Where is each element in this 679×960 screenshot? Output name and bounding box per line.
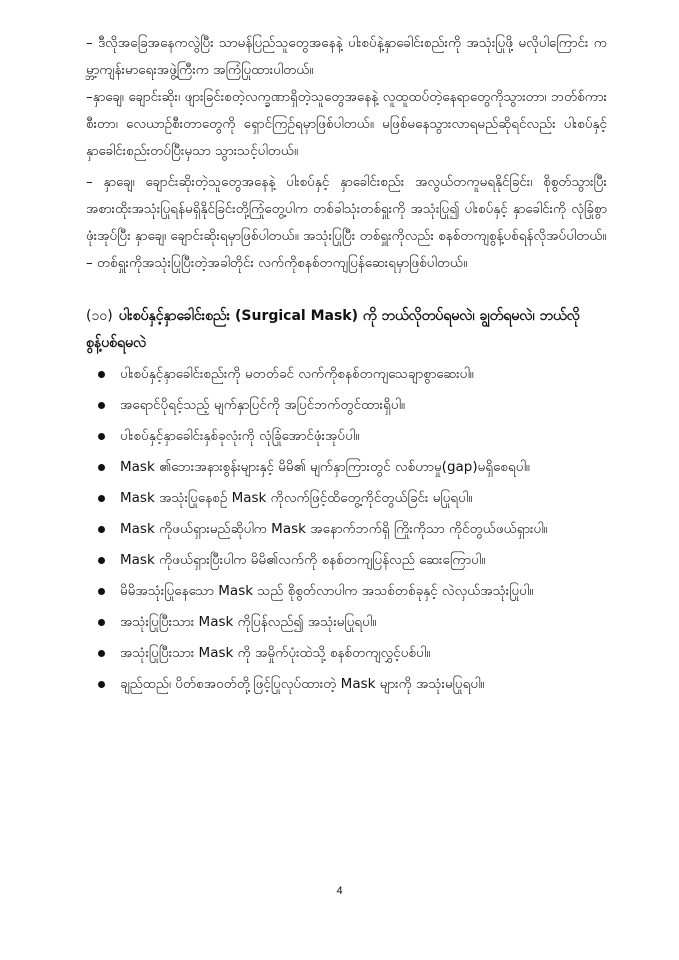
bullet-dot-icon <box>98 495 105 502</box>
bullet-dot-icon <box>98 650 105 657</box>
bullet-dot-icon <box>98 526 105 533</box>
list-item-text: အရောင်ပိုရင့်သည့် မျက်နှာပြင်ကို အပြင်ဘက်တွင်ထားရှိပါ။ <box>120 397 405 413</box>
paragraph-tissue-use: – နှာချေ၊ ချောင်းဆိုးတဲ့သူတွေအနေနဲ့ ပါးစပ်နှင့် နှာခေါင်းစည်း အလွယ်တကူမရနိုင်ခြင်း၊ စိုစွတ်သွားပြီး အစားထိုးအသုံးပြုရန်မရှိနိုင်ခြင်းတို့ကြုံတွေ့ပါက တစ်ခါသုံးတစ်ရှူးကို အသုံးပြု၍ ပါးစပ်နှင့် နှာခေါင်းကို လုံခြုံစွာဖုံးအုပ်ပြီး နှာချေ၊ ချောင်းဆိုးရမှာဖြစ်ပါတယ်။ အသုံးပြုပြီး တစ်ရှူးကိုလည်း စနစ်တကျစွန့်ပစ်ရန်လိုအပ်ပါတယ်။ <box>86 174 607 244</box>
paragraph-wash-hands: – တစ်ရှူးကိုအသုံးပြုပြီးတဲ့အခါတိုင်း လက်ကိုစနစ်တကျပြန်ဆေးရမှာဖြစ်ပါတယ်။ <box>86 255 468 271</box>
paragraph-who-advice: – ဒီလိုအခြေအနေကလွဲပြီး သာမန်ပြည်သူတွေအနေနဲ့ ပါးစပ်နဲ့နှာခေါင်းစည်းကို အသုံးပြုဖို့ မလိုပါကြောင်း ကမ္ဘာ့ကျန်းမာရေးအဖွဲ့ကြီးက အကြံပြုထားပါတယ်။ <box>86 35 607 78</box>
bullet-dot-icon <box>98 681 105 688</box>
list-item-text: ချည်ထည်၊ ပိတ်စအဝတ်တို့ဖြင့်ပြုလုပ်ထားတဲ့ Mask များကို အသုံးမပြုရပါ။ <box>120 676 485 692</box>
list-item <box>86 578 607 605</box>
list-item <box>86 547 607 574</box>
bullet-dot-icon <box>98 371 105 378</box>
bullet-dot-icon <box>98 619 105 626</box>
list-item <box>86 516 607 543</box>
bullet-dot-icon <box>98 588 105 595</box>
list-item-text: အသုံးပြုပြီးသား Mask ကိုပြန်လည်၍ အသုံးမပြုရပါ။ <box>120 614 377 630</box>
section-title: ပါးစပ်နှင့်နှာခေါင်းစည်း (Surgical Mask) ကို ဘယ်လိုတပ်ရမလဲ၊ ချွတ်ရမလဲ၊ ဘယ်လိုစွန့်ပစ်ရမလဲ <box>86 308 580 351</box>
section-number: (၁၀) <box>86 308 113 324</box>
list-item-text: Mask ၏ဘေးအနားစွန်းများနှင့် မိမိ၏ မျက်နှာကြားတွင် လစ်ဟာမှု(gap)မရှိစေရပါ။ <box>120 459 530 475</box>
list-item-text: မိမိအသုံးပြုနေသော Mask သည် စိုစွတ်လာပါက အသစ်တစ်ခုနှင့် လဲလှယ်အသုံးပြုပါ။ <box>120 583 534 599</box>
list-item <box>86 671 607 698</box>
section-spacer <box>86 277 607 303</box>
section-heading <box>86 303 607 357</box>
mask-instructions-list <box>86 361 607 698</box>
bullet-dot-icon <box>98 402 105 409</box>
list-item-text: Mask အသုံးပြုနေစဉ် Mask ကိုလက်ဖြင့်ထိတွေ့ကိုင်တွယ်ခြင်း မပြုရပါ။ <box>120 490 473 506</box>
bullet-dot-icon <box>98 433 105 440</box>
list-item <box>86 640 607 667</box>
list-item-text: ပါးစပ်နှင့်နှာခေါင်းစည်းကို မတတ်ခင် လက်ကိုစနစ်တကျသေချာစွာဆေးပါ။ <box>120 366 474 382</box>
list-item <box>86 361 607 388</box>
list-item-text: Mask ကိုဖယ်ရှားပြီးပါက မိမိ၏လက်ကို စနစ်တကျပြန်လည် ဆေးကြောပါ။ <box>120 552 486 568</box>
list-item <box>86 454 607 481</box>
bullet-dot-icon <box>98 557 105 564</box>
list-item-text: Mask ကိုဖယ်ရှားမည်ဆိုပါက Mask အနောက်ဘက်ရှိ ကြိုးကိုသာ ကိုင်တွယ်ဖယ်ရှားပါ။ <box>120 521 548 537</box>
list-item <box>86 609 607 636</box>
paragraph-avoid-crowds: –နှာချေ၊ ချောင်းဆိုး၊ ဖျားခြင်းစတဲ့လက္ခဏာရှိတဲ့သူတွေအနေနဲ့ လူထူထပ်တဲ့နေရာတွေကိုသွားတာ၊ ဘတ်စ်ကားစီးတာ၊ လေယာဉ်စီးတာတွေကို ရှောင်ကြဉ်ရမှာဖြစ်ပါတယ်။ မဖြစ်မနေသွားလာရမည်ဆိုရင်လည်း ပါးစပ်နှင့် နှာခေါင်းစည်းတပ်ပြီးမှသာ သွားသင့်ပါတယ်။ <box>86 89 607 159</box>
list-item-text: ပါးစပ်နှင့်နှာခေါင်းနှစ်ခုလုံးကို လုံခြုံအောင်ဖုံးအုပ်ပါ။ <box>120 428 360 444</box>
list-item-text: အသုံးပြုပြီးသား Mask ကို အမှိုက်ပုံးထဲသို့ စနစ်တကျလွှင့်ပစ်ပါ။ <box>120 645 431 661</box>
list-item <box>86 485 607 512</box>
list-item <box>86 423 607 450</box>
bullet-dot-icon <box>98 464 105 471</box>
list-item <box>86 392 607 419</box>
page-number: 4 <box>336 885 343 897</box>
